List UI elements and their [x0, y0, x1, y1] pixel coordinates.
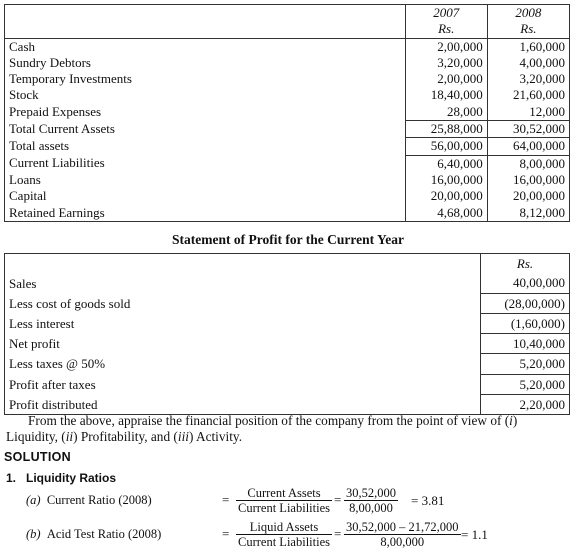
table-row — [5, 172, 570, 188]
table-row — [5, 55, 570, 71]
numerator: Liquid Assets — [236, 520, 332, 535]
ratio-b-formula-fraction — [236, 520, 332, 549]
row-value: (28,00,000) — [481, 293, 570, 313]
balance-currency-row — [5, 21, 570, 38]
numerator: Current Assets — [236, 486, 332, 501]
value-2008: 64,00,000 — [487, 138, 569, 155]
value-2008: 8,12,000 — [487, 205, 569, 222]
table-row — [5, 188, 570, 204]
denominator: 8,00,000 — [349, 501, 393, 515]
value-2007: 25,88,000 — [405, 121, 487, 138]
table-row — [5, 138, 570, 155]
ratio-b-label: (b) Acid Test Ratio (2008) — [26, 527, 162, 541]
value-2008: 1,60,000 — [487, 38, 569, 55]
denominator: Current Liabilities — [238, 535, 330, 549]
row-value: 5,20,000 — [481, 354, 570, 374]
value-2008: 21,60,000 — [487, 87, 569, 103]
year-2007-header: 2007 — [405, 5, 487, 22]
value-2007: 2,00,000 — [405, 71, 487, 87]
row-label: Profit after taxes — [5, 374, 481, 394]
value-2007: 3,20,000 — [405, 55, 487, 71]
row-label: Sales — [5, 273, 481, 293]
value-2007: 20,00,000 — [405, 188, 487, 204]
ratio-a-label: (a) Current Ratio (2008) — [26, 493, 152, 507]
equals-sign: = — [334, 492, 342, 507]
section-heading — [6, 471, 116, 485]
denominator: 8,00,000 — [380, 535, 425, 549]
value-2007: 16,00,000 — [405, 172, 487, 188]
equals-sign: = — [334, 526, 342, 541]
row-label: Sundry Debtors — [5, 55, 406, 71]
profit-statement-table — [4, 253, 570, 415]
value-2008: 8,00,000 — [487, 155, 569, 172]
row-value: 5,20,000 — [481, 374, 570, 394]
value-2007: 6,40,000 — [405, 155, 487, 172]
row-label: Stock — [5, 87, 406, 103]
ratio-a-value-fraction — [344, 486, 398, 515]
currency-2007: Rs. — [405, 21, 487, 38]
row-label: Retained Earnings — [5, 205, 406, 222]
equals-sign: = — [222, 492, 230, 507]
table-row — [5, 313, 570, 333]
value-2008: 30,52,000 — [487, 121, 569, 138]
instruction-paragraph: From the above, appraise the financial position of the company from the point of view of (i) Liquidity, (ii) Profitability, and (iii) Activity. — [6, 413, 518, 444]
table-row — [5, 374, 570, 394]
value-2008: 16,00,000 — [487, 172, 569, 188]
profit-statement-title: Statement of Profit for the Current Year — [172, 232, 404, 247]
row-label: Cash — [5, 38, 406, 55]
numerator: 30,52,000 — [346, 486, 396, 500]
row-value: 40,00,000 — [481, 273, 570, 293]
value-2008: 20,00,000 — [487, 188, 569, 204]
table-row — [5, 121, 570, 138]
table-row — [5, 395, 570, 415]
section-number: 1. — [6, 471, 17, 485]
row-label: Total assets — [5, 138, 406, 155]
ratio-b-result: = 1.1 — [461, 527, 488, 542]
row-value: 10,40,000 — [481, 334, 570, 354]
row-label: Less interest — [5, 313, 481, 333]
value-2007: 56,00,000 — [405, 138, 487, 155]
profit-header-row — [5, 254, 570, 274]
row-label: Capital — [5, 188, 406, 204]
value-2007: 4,68,000 — [405, 205, 487, 222]
value-2007: 2,00,000 — [405, 38, 487, 55]
equals-sign: = — [222, 526, 230, 541]
value-2007: 28,000 — [405, 104, 487, 121]
row-label: Loans — [5, 172, 406, 188]
table-row — [5, 155, 570, 172]
row-label: Net profit — [5, 334, 481, 354]
table-row — [5, 354, 570, 374]
row-label: Less taxes @ 50% — [5, 354, 481, 374]
row-label: Current Liabilities — [5, 155, 406, 172]
ratio-a-result: = 3.81 — [411, 493, 445, 508]
table-row — [5, 38, 570, 55]
table-row — [5, 205, 570, 222]
row-value: 2,20,000 — [481, 395, 570, 415]
currency-2008: Rs. — [487, 21, 569, 38]
denominator: Current Liabilities — [238, 501, 330, 515]
balance-sheet-table — [4, 4, 570, 222]
table-row — [5, 293, 570, 313]
value-2007: 18,40,000 — [405, 87, 487, 103]
numerator: 30,52,000 – 21,72,000 — [346, 520, 459, 534]
table-row — [5, 273, 570, 293]
value-2008: 12,000 — [487, 104, 569, 121]
row-label: Less cost of goods sold — [5, 293, 481, 313]
balance-header-row — [5, 5, 570, 22]
ratio-a-formula-fraction — [236, 486, 332, 515]
table-row — [5, 334, 570, 354]
ratio-b-value-fraction — [344, 520, 461, 549]
row-label: Profit distributed — [5, 395, 481, 415]
year-2008-header: 2008 — [487, 5, 569, 22]
table-row — [5, 104, 570, 121]
section-title: Liquidity Ratios — [26, 471, 116, 485]
value-2008: 4,00,000 — [487, 55, 569, 71]
row-label: Total Current Assets — [5, 121, 406, 138]
currency-header: Rs. — [481, 254, 570, 274]
solution-heading: SOLUTION — [4, 450, 71, 464]
row-label: Prepaid Expenses — [5, 104, 406, 121]
row-label: Temporary Investments — [5, 71, 406, 87]
value-2008: 3,20,000 — [487, 71, 569, 87]
table-row — [5, 71, 570, 87]
table-row — [5, 87, 570, 103]
row-value: (1,60,000) — [481, 313, 570, 333]
